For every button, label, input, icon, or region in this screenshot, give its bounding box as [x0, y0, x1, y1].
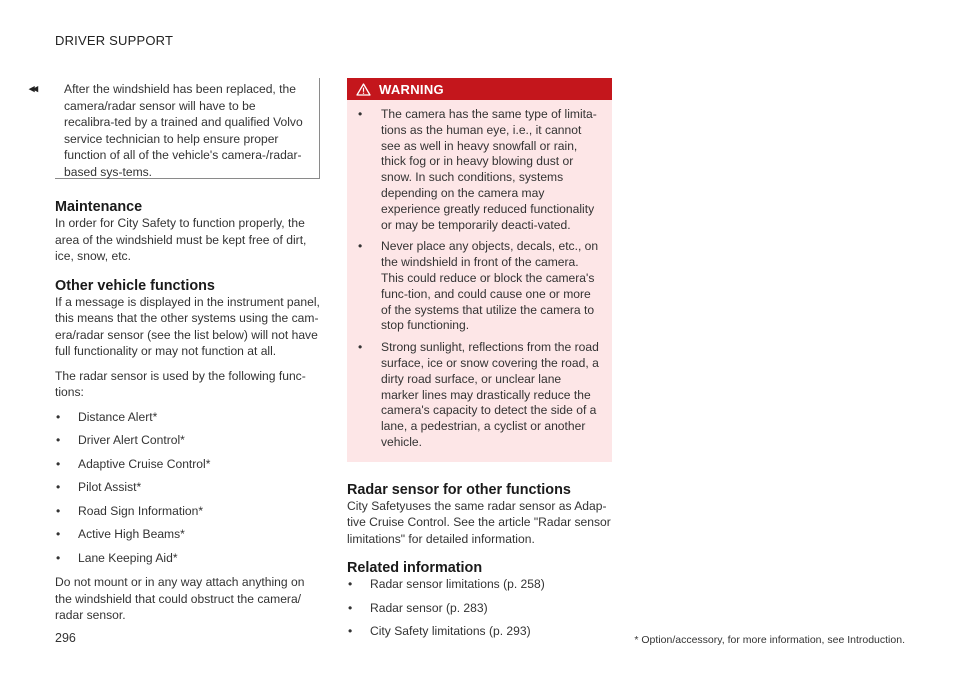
list-item: • Driver Alert Control*	[56, 433, 185, 447]
note-box: After the windshield has been replaced, the camera/radar sensor will have to be recalibra-ted by a trained and qualified Volvo service technician to help ensure proper function of all of the vehicle's camera-/radar-based sys-tems.	[55, 78, 320, 179]
bullet-icon: •	[56, 456, 61, 471]
bullet-icon: •	[56, 433, 61, 447]
bullet-icon: •	[358, 340, 363, 355]
continuation-marker-icon: ◂◂	[29, 83, 37, 95]
radar-section-heading: Radar sensor for other functions	[347, 481, 571, 498]
warning-item: • Strong sunlight, reflections from the road surface, ice or snow covering the road, a dirty road surface, or unclear lane marker lines may drastically reduce the camera's capacity to detect the side of a lane, a pedestrian, a cyclist or another vehicle.	[358, 340, 599, 449]
maintenance-heading: Maintenance	[55, 199, 143, 215]
bullet-icon: •	[348, 577, 353, 592]
list-item: • Distance Alert*	[56, 409, 158, 424]
mounting-note-text: Do not mount or in any way attach anything on the windshield that could obstruct the camera/ radar sensor.	[55, 575, 305, 622]
bullet-icon: •	[348, 624, 353, 639]
warning-body	[347, 100, 612, 462]
section-header: DRIVER SUPPORT	[55, 33, 174, 48]
related-link[interactable]: • Radar sensor (p. 283)	[348, 600, 488, 615]
left-column	[55, 78, 320, 624]
bullet-icon: •	[56, 409, 61, 424]
radar-section-text: City Safetyuses the same radar sensor as Adap-tive Cruise Control. See the article "Radar sensor limitations" for detailed information.	[347, 498, 611, 546]
maintenance-text: In order for City Safety to function properly, the area of the windshield must be kept free of dirt, ice, snow, etc.	[55, 216, 307, 263]
other-functions-heading: Other vehicle functions	[55, 277, 215, 294]
related-link[interactable]: • City Safety limitations (p. 293)	[348, 624, 531, 639]
list-item: • Active High Beams*	[56, 527, 185, 541]
other-functions-text: If a message is displayed in the instrument panel, this means that the other systems using the cam-era/radar sensor (see the list below) will not have full functionality or may not function at all.	[55, 294, 320, 358]
bullet-icon: •	[348, 600, 353, 615]
warning-title: WARNING	[379, 81, 444, 97]
bullet-icon: •	[56, 527, 61, 541]
bullet-icon: •	[358, 239, 363, 254]
list-item: • Lane Keeping Aid*	[56, 550, 178, 565]
warning-item: • Never place any objects, decals, etc., on the windshield in front of the camera. This could reduce or block the camera's func-tion, and could cause one or more of the systems that utilize the camera to stop functioning.	[358, 239, 599, 333]
related-info-heading: Related information	[347, 560, 483, 577]
related-link[interactable]: • Radar sensor limitations (p. 258)	[348, 577, 545, 592]
footnote: * Option/accessory, for more information, see Introduction.	[634, 634, 905, 646]
bullet-icon: •	[358, 107, 363, 121]
bullet-icon: •	[56, 550, 61, 565]
warning-header	[347, 78, 612, 100]
list-item: • Adaptive Cruise Control*	[56, 456, 211, 471]
warning-triangle-icon	[356, 83, 371, 96]
bullet-icon: •	[56, 480, 61, 494]
list-item: • Road Sign Information*	[56, 503, 204, 518]
radar-used-by-text: The radar sensor is used by the following func-tions:	[55, 368, 306, 399]
warning-item: • The camera has the same type of limita-tions as the human eye, i.e., it cannot see as well in heavy snowfall or rain, thick fog or in heavy blowing dust or snow. In such conditions, systems depending on the camera may experience greatly reduced functionality or may be temporarily deacti-vated.	[358, 107, 597, 232]
list-item: • Pilot Assist*	[56, 480, 142, 494]
right-column	[347, 78, 612, 640]
bullet-icon: •	[56, 503, 61, 518]
page-number: 296	[55, 631, 76, 645]
